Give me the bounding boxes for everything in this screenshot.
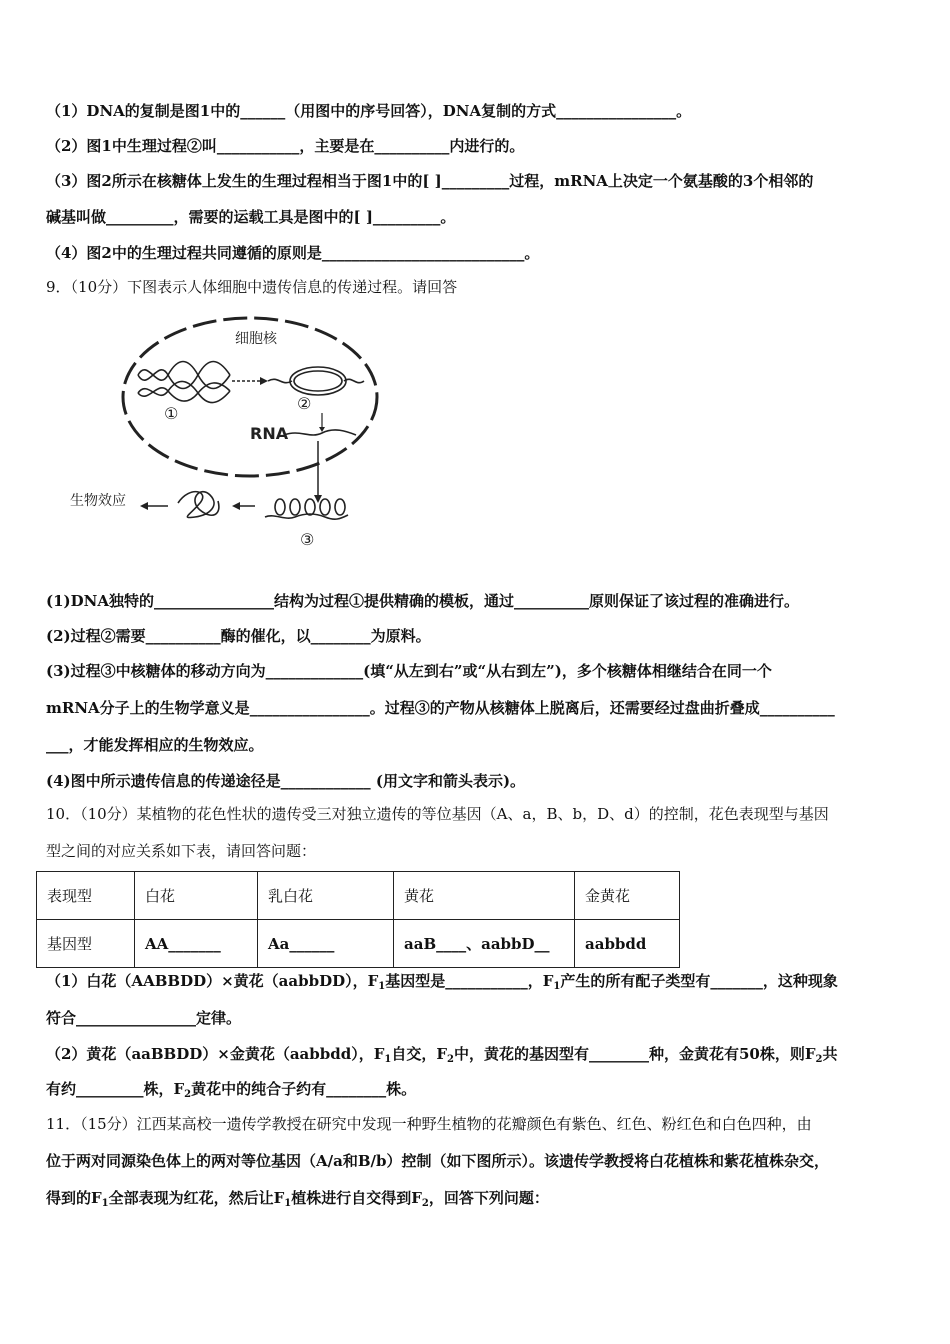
q9-title: 9．（10分）下图表示人体细胞中遗传信息的传递过程。请回答: [46, 278, 458, 296]
q11-line-1: 11．（15分）江西某高校一遗传学教授在研究中发现一种野生植物的花瓣颜色有紫色、红色、粉红色和白色四种，由: [46, 1115, 812, 1133]
q9-line-4: mRNA分子上的生物学意义是________________。过程③的产物从核糖体上脱离后，还需要经过盘曲折叠成__________: [46, 699, 835, 717]
q10-line-3: （2）黄花（aaBBDD）×金黄花（aabbdd），$F_1$自交，$F_2$中，黄花的基因型有________种，金黄花有50株，则$F_2$共: [46, 1045, 838, 1065]
table-cell: 基因型: [37, 920, 135, 968]
rna-strand: [284, 430, 356, 435]
q8-line-3: （3）图2所示在核糖体上发生的生理过程相当于图1中的[ ]_________过程，mRNA上决定一个氨基酸的3个相邻的: [46, 172, 814, 190]
q9-line-6: (4)图中所示遗传信息的传递途径是____________ (用文字和箭头表示)。: [46, 772, 526, 790]
genotype-table: [36, 871, 680, 968]
q9-line-1: (1)DNA独特的________________结构为过程①提供精确的模板，通过__________原则保证了该过程的准确进行。: [46, 592, 799, 610]
q8-line-4: 碱基叫做_________，需要的运载工具是图中的[ ]_________。: [46, 208, 456, 226]
label-3: ③: [300, 530, 315, 549]
q9-line-2: (2)过程②需要__________酶的催化，以________为原料。: [46, 627, 431, 645]
q10-line-4: 有约_________株，$F_2$黄花中的纯合子约有________株。: [46, 1080, 417, 1100]
ribosome-icon: [265, 499, 348, 519]
q8-line-2: （2）图1中生理过程②叫___________，主要是在__________内进行的。: [46, 137, 525, 155]
label-2: ②: [297, 394, 312, 413]
q10-line-1: （1）白花（AABBDD）×黄花（aabbDD），$F_1$基因型是___________，$F_1$产生的所有配子类型有_______，这种现象: [46, 972, 838, 992]
table-cell: aaB____、aabbD__: [394, 920, 575, 968]
protein-icon: [178, 492, 219, 518]
table-cell: 表现型: [37, 872, 135, 920]
q9-line-3: (3)过程③中核糖体的移动方向为_____________(填“从左到右”或“从右到左”)，多个核糖体相继结合在同一个: [46, 662, 772, 680]
q10-title-2: 型之间的对应关系如下表，请回答问题：: [46, 842, 317, 860]
q11-line-3: 得到的$F_1$全部表现为红花，然后让$F_1$植株进行自交得到$F_2$，回答下列问题：: [46, 1189, 549, 1209]
table-row: [37, 872, 680, 920]
table-cell: 金黄花: [575, 872, 680, 920]
q8-line-1: （1）DNA的复制是图1中的______（用图中的序号回答），DNA复制的方式________________。: [46, 102, 692, 120]
label-1: ①: [164, 404, 179, 423]
rna-label: RNA: [250, 424, 289, 443]
nucleus-label: 细胞核: [235, 331, 277, 347]
table-cell: Aa______: [258, 920, 394, 968]
q9-line-5: ___，才能发挥相应的生物效应。: [46, 736, 264, 754]
table-row: [37, 920, 680, 968]
table-cell: 白花: [135, 872, 258, 920]
transcription-icon: [268, 367, 364, 395]
q8-line-5: （4）图2中的生理过程共同遵循的原则是___________________________。: [46, 244, 540, 262]
table-cell: AA_______: [135, 920, 258, 968]
bio-effect-label: 生物效应: [70, 493, 126, 509]
table-cell: aabbdd: [575, 920, 680, 968]
dna-helix-icon: [138, 362, 230, 403]
q11-line-2: 位于两对同源染色体上的两对等位基因（A/a和B/b）控制（如下图所示）。该遗传学教授将白花植株和紫花植株杂交，: [46, 1152, 829, 1170]
table-cell: 黄花: [394, 872, 575, 920]
table-cell: 乳白花: [258, 872, 394, 920]
q10-line-2: 符合________________定律。: [46, 1009, 242, 1027]
gene-expression-figure: [60, 305, 390, 559]
q10-title: 10．（10分）某植物的花色性状的遗传受三对独立遗传的等位基因（A、a，B、b，D、d）的控制，花色表现型与基因: [46, 805, 829, 823]
